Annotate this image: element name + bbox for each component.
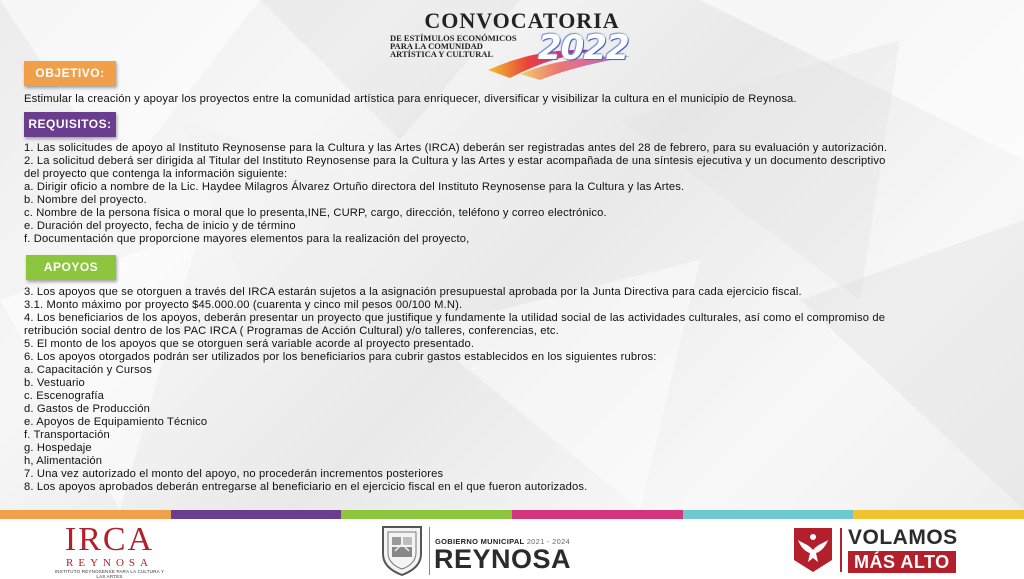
gov-text: GOBIERNO MUNICIPAL (435, 537, 525, 546)
footer (0, 519, 1024, 579)
list-item: e. Apoyos de Equipamiento Técnico (24, 416, 208, 428)
stripe-segment (171, 510, 342, 519)
page-title: CONVOCATORIA (424, 8, 620, 33)
list-item: d. Gastos de Producción (24, 403, 150, 415)
slogan-line-2: MÁS ALTO (848, 551, 956, 573)
slogan-line-1: VOLAMOS (848, 526, 958, 549)
list-item: 7. Una vez autorizado el monto del apoyo, no procederán incrementos posteriores (24, 468, 444, 480)
list-item: retribución social dentro de los PAC IRCA ( Programas de Acción Cultural) y/o talleres, conferencias, etc. (24, 325, 559, 337)
requisitos-label: REQUISITOS: (24, 112, 116, 137)
list-item: b. Nombre del proyecto. (24, 194, 147, 206)
gov-years: 2021 - 2024 (526, 537, 571, 546)
list-item: c. Nombre de la persona física o moral que lo presenta,INE, CURP, cargo, dirección, teléfono y correo electrónico. (24, 207, 607, 219)
list-item: b. Vestuario (24, 377, 85, 389)
subtitle-line-3: ARTÍSTICA Y CULTURAL (390, 49, 494, 59)
subtitle-line-1: DE ESTÍMULOS ECONÓMICOS (390, 33, 517, 43)
list-item: f. Documentación que proporcione mayores elementos para la realización del proyecto, (24, 233, 470, 245)
subtitle-line-2: PARA LA COMUNIDAD (390, 41, 483, 51)
list-item: g. Hospedaje (24, 442, 92, 454)
eagle-badge-icon (792, 526, 834, 574)
header (380, 6, 660, 80)
list-item: 6. Los apoyos otorgados podrán ser utilizados por los beneficiarios para cubrir gastos establecidos en los siguientes rubros: (24, 351, 657, 363)
list-item: e. Duración del proyecto, fecha de inicio y de término (24, 220, 296, 232)
list-item: a. Dirigir oficio a nombre de la Lic. Haydee Milagros Álvarez Ortuño directora del Instituto Reynosense para la Cultura y las Artes. (24, 181, 685, 193)
stripe-segment (853, 510, 1024, 519)
stripe-segment (683, 510, 854, 519)
requisitos-list (24, 142, 1004, 246)
year: 2022 (538, 28, 629, 68)
reynosa-name: REYNOSA (434, 544, 572, 574)
irca-city: REYNOSA (66, 557, 153, 569)
stripe-segment (512, 510, 683, 519)
objetivo-line: Estimular la creación y apoyar los proyectos entre la comunidad artística para enriquecer, diversificar y visibilizar la cultura en el municipio de Reynosa. (24, 93, 797, 105)
list-item: c. Escenografía (24, 390, 104, 402)
color-stripe (0, 510, 1024, 519)
volamos-logo (792, 526, 972, 574)
list-item: 1. Las solicitudes de apoyo al Instituto Reynosense para la Cultura y las Artes (IRCA) deberán ser registradas antes del 28 de febrero, para su evaluación y autorización. (24, 142, 888, 154)
list-item: 3.1. Monto máximo por proyecto $45.000.00 (cuarenta y cinco mil pesos 00/100 M.N). (24, 299, 463, 311)
list-item: del proyecto que contenga la información siguiente: (24, 168, 288, 180)
list-item: h, Alimentación (24, 455, 103, 467)
reynosa-logo (378, 523, 588, 577)
objetivo-label: OBJETIVO: (24, 61, 116, 86)
list-item: 2. La solicitud deberá ser dirigida al Titular del Instituto Reynosense para la Cultura y las Artes y estar acompañada de una síntesis ejecutiva y un documento descriptivo (24, 155, 886, 167)
divider (429, 527, 430, 575)
apoyos-label: APOYOS (26, 255, 116, 280)
apoyos-list (24, 286, 1004, 494)
stripe-segment (0, 510, 171, 519)
objetivo-text (24, 93, 1004, 106)
subtitle (390, 34, 540, 58)
list-item: 4. Los beneficiarios de los apoyos, deberán presentar un proyecto que justifique y fundamente la utilidad social de las actividades culturales, así como el compromiso de (24, 312, 886, 324)
divider (840, 528, 842, 572)
coat-of-arms-icon (380, 524, 424, 576)
irca-institute: INSTITUTO REYNOSENSE PARA LA CULTURA Y LAS ARTES (54, 569, 165, 579)
irca-logo (52, 523, 167, 577)
list-item: f. Transportación (24, 429, 110, 441)
list-item: 3. Los apoyos que se otorguen a través del IRCA estarán sujetos a la asignación presupuestal aprobada por la Junta Directiva para cada ejercicio fiscal. (24, 286, 802, 298)
list-item: 8. Los apoyos aprobados deberán entregarse al beneficiario en el ejercicio fiscal en el que fueron autorizados. (24, 481, 588, 493)
stripe-segment (341, 510, 512, 519)
list-item: 5. El monto de los apoyos que se otorguen será variable acorde al proyecto presentado. (24, 338, 475, 350)
list-item: a. Capacitación y Cursos (24, 364, 152, 376)
irca-name: IRCA (64, 521, 155, 558)
